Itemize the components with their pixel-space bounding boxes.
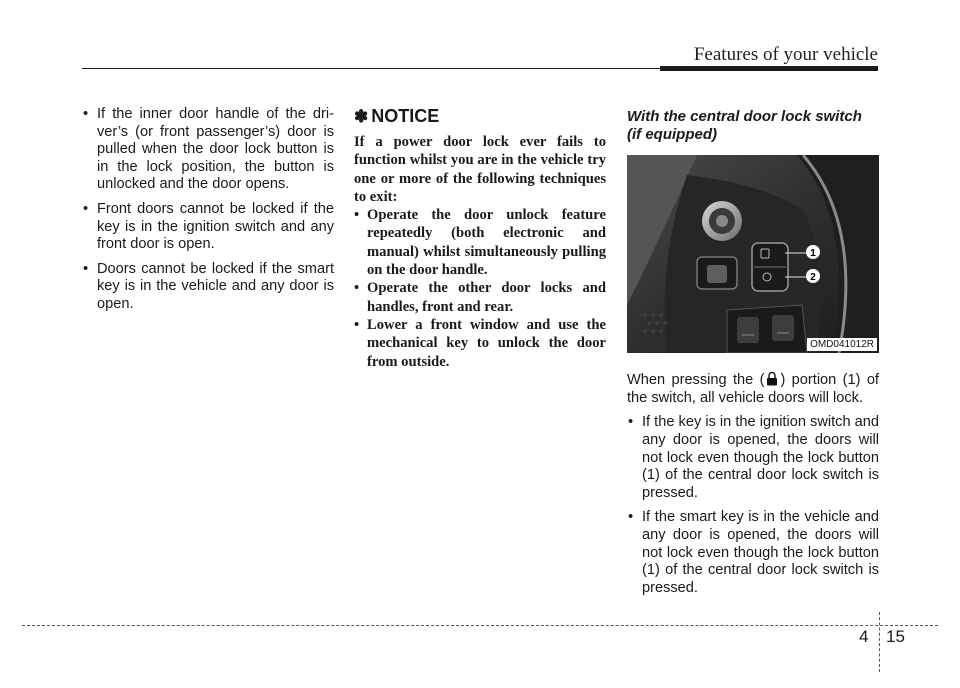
door-panel-illustration	[627, 155, 879, 353]
list-item: • Lower a front window and use the mechanical key to unlock the door from outside.	[354, 316, 606, 371]
list-item: • Operate the other door locks and handles, front and rear.	[354, 279, 606, 316]
door-switch-photo	[627, 155, 879, 353]
lock-description	[627, 371, 879, 407]
section-title: Features of your vehicle	[693, 44, 878, 65]
notice-box	[354, 106, 606, 371]
para-text-after: ) portion (1) of the switch, all vehicle doors will lock.	[627, 372, 879, 406]
list-item: • Operate the door unlock feature repeatedly (both electronic and manual) whilst simultaneously pulling on the door handle.	[354, 206, 606, 279]
subsection-heading: With the central door lock switch (if equipped)	[627, 108, 862, 143]
column-left	[82, 106, 334, 321]
list-item: • If the inner door handle of the dri-ver’s (or front passenger’s) door is pulled when the door lock button is in the lock position, the button is unlocked and the door opens.	[82, 106, 334, 194]
list-item: • Front doors cannot be locked if the key is in the ignition switch and any front door is open.	[82, 201, 334, 254]
column-right	[627, 106, 879, 604]
list-item: • Doors cannot be locked if the smart key is in the vehicle and any door is open.	[82, 261, 334, 314]
notice-heading	[354, 106, 606, 127]
list-item: • If the key is in the ignition switch and any door is opened, the doors will not lock even though the lock button (1) of the central door lock switch is pressed.	[627, 414, 879, 502]
header-rule-accent	[660, 66, 878, 71]
callout-2: 2	[810, 272, 816, 284]
notice-star-icon: ✽	[354, 106, 369, 126]
page-number: 15	[886, 627, 905, 646]
list-item: • If the smart key is in the vehicle and any door is opened, the doors will not lock even though the lock button (1) of the central door lock switch is pressed.	[627, 509, 879, 597]
bullet-list	[627, 414, 879, 597]
lock-icon	[765, 371, 779, 386]
figure-code: OMD041012R	[807, 338, 877, 351]
bullet-list	[82, 106, 334, 314]
chapter-number: 4	[859, 627, 869, 646]
notice-list	[354, 206, 606, 371]
footer-rule	[22, 625, 938, 626]
notice-title: NOTICE	[371, 106, 440, 126]
para-text-before: When pressing the (	[627, 372, 765, 389]
header-rule	[82, 68, 662, 69]
callout-1: 1	[810, 248, 816, 260]
notice-intro: If a power door lock ever fails to function whilst you are in the vehicle try one or more of the following techniques to exit:	[354, 134, 606, 205]
footer-divider	[879, 612, 880, 672]
